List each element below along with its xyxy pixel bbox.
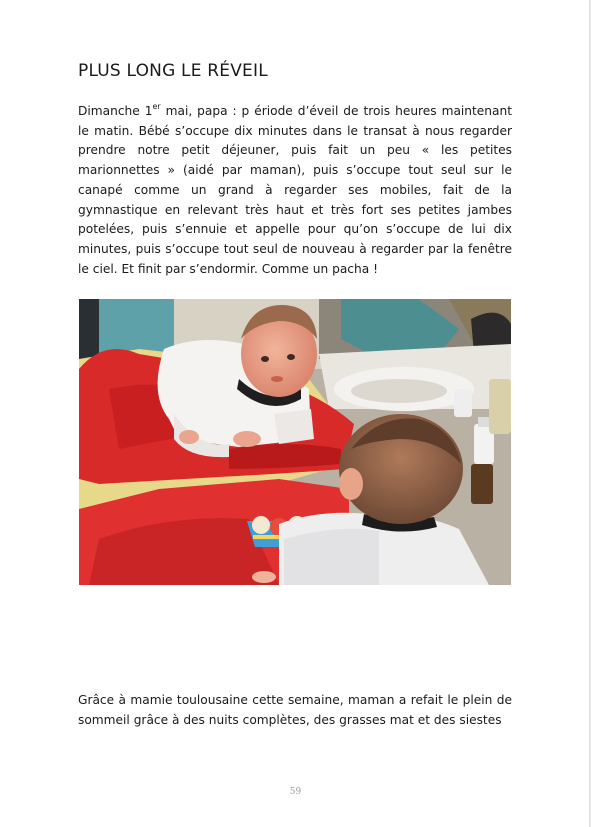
paragraph-1 bbox=[78, 102, 512, 279]
paragraph-2: Grâce à mamie toulousaine cette semaine, maman a refait le plein de sommeil grâce à des nuits complètes, des grasses mat et des siestes bbox=[78, 693, 512, 727]
baby-mirror-photo bbox=[79, 299, 511, 585]
ordinal-superscript: er bbox=[152, 102, 161, 111]
paragraph-1-start: Dimanche 1 bbox=[78, 104, 153, 118]
paragraph-1-rest: mai, papa : p ériode d’éveil de trois heures maintenant le matin. Bébé s’occupe dix minutes dans le transat à nous regarder prendre notre petit déjeuner, puis fait un peu « les petites marionnettes » (aidé par maman), puis s’occupe tout seul sur le canapé comme un grand à regarder ses mobiles, fait de la gymnastique en relevant très haut et très fort ses petites jambes potelées, puis s’ennuie et appelle pour qu’on s’occupe de lui dix minutes, puis s’occupe tout seul de nouveau à regarder par la fenêtre le ciel. Et finit par s’endormir. Comme un pacha ! bbox=[78, 104, 512, 276]
page-number: 59 bbox=[289, 787, 302, 797]
section-title: PLUS LONG LE RÉVEIL bbox=[78, 61, 268, 81]
